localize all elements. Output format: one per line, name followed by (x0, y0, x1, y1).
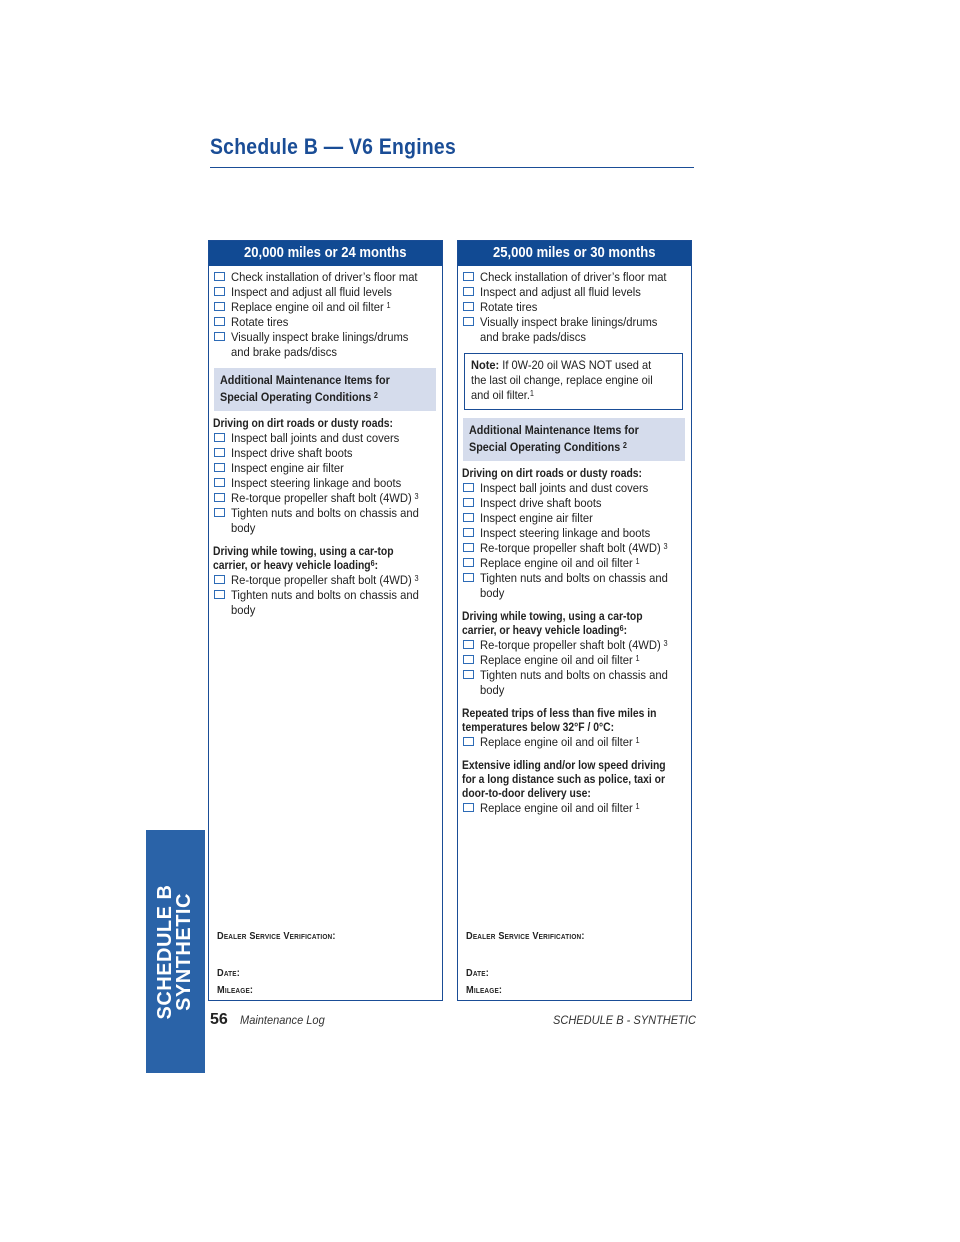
checklist-item-text: Check installation of driver’s floor mat (480, 270, 667, 284)
footnote-marker: 1 (635, 654, 640, 663)
checklist-item-text: Inspect steering linkage and boots (480, 526, 651, 540)
checklist-item (462, 638, 687, 653)
additional-items-heading: Additional Maintenance Items for Special Operating Conditions $^2$ (214, 368, 436, 411)
checklist-item (462, 526, 687, 541)
checkbox-icon[interactable] (463, 640, 474, 649)
condition-heading-towing: Driving while towing, using a car-top carrier, or heavy vehicle loading$^6$: (213, 546, 394, 572)
checklist-item-text: Visually inspect brake linings/drums and brake pads/discs (231, 330, 409, 359)
checkbox-icon[interactable] (214, 433, 225, 442)
checklist-item (213, 431, 438, 446)
checklist-item-text: Replace engine oil and oil filter (231, 300, 384, 314)
checklist-item (213, 573, 438, 588)
checklist-item (462, 496, 687, 511)
checklist-item-text: Re-torque propeller shaft bolt (4WD) (231, 491, 412, 505)
checkbox-icon[interactable] (214, 317, 225, 326)
checklist-item-text: Re-torque propeller shaft bolt (4WD) (480, 541, 661, 555)
checklist-item-text: Tighten nuts and bolts on chassis and body (480, 571, 668, 600)
checkbox-icon[interactable] (214, 332, 225, 341)
checklist-item-text: Check installation of driver’s floor mat (231, 270, 418, 284)
condition-heading-towing: Driving while towing, using a car-top carrier, or heavy vehicle loading$^6$: (462, 611, 643, 637)
checklist-item-text: Inspect engine air filter (480, 511, 593, 525)
checkbox-icon[interactable] (214, 590, 225, 599)
checkbox-icon[interactable] (214, 287, 225, 296)
checkbox-icon[interactable] (463, 287, 474, 296)
checklist-item (213, 300, 438, 315)
checkbox-icon[interactable] (463, 483, 474, 492)
checklist-item (213, 270, 438, 285)
footer-left-label: Maintenance Log (240, 1013, 325, 1027)
footnote-marker: 3 (414, 574, 419, 583)
checklist-item (462, 481, 687, 496)
checkbox-icon[interactable] (214, 508, 225, 517)
checklist-item (213, 330, 438, 360)
checklist-item-text: Replace engine oil and oil filter (480, 556, 633, 570)
mileage-label: Mileage: (217, 985, 254, 996)
checkbox-icon[interactable] (214, 302, 225, 311)
condition-heading-cold: Repeated trips of less than five miles in temperatures below 32°F / 0°C: (462, 708, 657, 734)
footnote-marker: 1 (386, 301, 391, 310)
checklist-item-text: Replace engine oil and oil filter (480, 653, 633, 667)
footnote-marker: 1 (635, 557, 640, 566)
checkbox-icon[interactable] (214, 478, 225, 487)
footnote-marker: 3 (663, 542, 668, 551)
checklist-item-text: Inspect and adjust all fluid levels (480, 285, 641, 299)
checklist-item-text: Inspect drive shaft boots (480, 496, 602, 510)
checklist-item (213, 315, 438, 330)
footnote-marker: 3 (663, 639, 668, 648)
checklist-item (213, 285, 438, 300)
checklist-item (213, 506, 438, 536)
checklist-item (462, 653, 687, 668)
checklist (462, 735, 687, 750)
checkbox-icon[interactable] (463, 737, 474, 746)
section-tab-label: SCHEDULE B SYNTHETIC (154, 884, 195, 1020)
checklist (213, 270, 438, 360)
checklist-item (213, 476, 438, 491)
checklist (213, 431, 438, 536)
checklist-item-text: Rotate tires (480, 300, 538, 314)
checklist-item-text: Replace engine oil and oil filter (480, 735, 633, 749)
checkbox-icon[interactable] (463, 528, 474, 537)
page-title: Schedule B — V6 Engines (210, 134, 456, 159)
checkbox-icon[interactable] (463, 302, 474, 311)
checkbox-icon[interactable] (463, 272, 474, 281)
checklist-item (462, 315, 687, 345)
checklist-item (462, 801, 687, 816)
checklist-item-text: Inspect drive shaft boots (231, 446, 353, 460)
footnote-marker: 1 (635, 736, 640, 745)
checkbox-icon[interactable] (214, 448, 225, 457)
checklist-item (462, 541, 687, 556)
checklist-item-text: Tighten nuts and bolts on chassis and body (231, 506, 419, 535)
checkbox-icon[interactable] (463, 543, 474, 552)
checklist-item-text: Inspect ball joints and dust covers (480, 481, 649, 495)
condition-heading-dirt: Driving on dirt roads or dusty roads: (213, 418, 393, 430)
checkbox-icon[interactable] (214, 272, 225, 281)
checklist-item-text: Tighten nuts and bolts on chassis and body (480, 668, 668, 697)
checkbox-icon[interactable] (463, 558, 474, 567)
checklist-item (213, 588, 438, 618)
footer-right-label: SCHEDULE B - SYNTHETIC (553, 1013, 696, 1027)
checklist-item (213, 446, 438, 461)
oil-note: Note: If 0W-20 oil WAS NOT used at the last oil change, replace engine oil and oil filter.$^1$ (464, 353, 683, 410)
additional-items-heading: Additional Maintenance Items for Special Operating Conditions $^2$ (463, 418, 685, 461)
date-label: Date: (217, 968, 241, 979)
checklist-item (462, 556, 687, 571)
checklist (462, 638, 687, 698)
checklist-item (462, 571, 687, 601)
condition-heading-idling: Extensive idling and/or low speed driving for a long distance such as police, taxi or door-to-door delivery use: (462, 760, 666, 800)
checkbox-icon[interactable] (463, 317, 474, 326)
interval-column-left (208, 240, 443, 1001)
interval-column-right (457, 240, 692, 1001)
footnote-marker: 3 (414, 492, 419, 501)
dealer-verification-label: Dealer Service Verification: (217, 931, 336, 942)
checklist (462, 801, 687, 816)
checklist-item-text: Re-torque propeller shaft bolt (4WD) (480, 638, 661, 652)
checklist-item-text: Inspect ball joints and dust covers (231, 431, 400, 445)
checkbox-icon[interactable] (463, 573, 474, 582)
interval-header: 20,000 miles or 24 months (209, 241, 442, 266)
checklist-item-text: Tighten nuts and bolts on chassis and body (231, 588, 419, 617)
dealer-verification-label: Dealer Service Verification: (466, 931, 585, 942)
footnote-marker: 1 (635, 802, 640, 811)
checklist-item-text: Inspect steering linkage and boots (231, 476, 402, 490)
checklist-item (462, 735, 687, 750)
checklist-item-text: Inspect and adjust all fluid levels (231, 285, 392, 299)
checkbox-icon[interactable] (463, 655, 474, 664)
checklist (462, 270, 687, 345)
checklist-item-text: Inspect engine air filter (231, 461, 344, 475)
mileage-label: Mileage: (466, 985, 503, 996)
checklist-item (213, 491, 438, 506)
checklist-item (462, 300, 687, 315)
checklist-item (462, 285, 687, 300)
checklist-item-text: Rotate tires (231, 315, 289, 329)
title-rule (210, 167, 694, 168)
checklist-item-text: Visually inspect brake linings/drums and brake pads/discs (480, 315, 658, 344)
checklist-item (462, 270, 687, 285)
checkbox-icon[interactable] (463, 803, 474, 812)
interval-header: 25,000 miles or 30 months (458, 241, 691, 266)
date-label: Date: (466, 968, 490, 979)
checklist-item-text: Re-torque propeller shaft bolt (4WD) (231, 573, 412, 587)
checkbox-icon[interactable] (463, 498, 474, 507)
checklist-item-text: Replace engine oil and oil filter (480, 801, 633, 815)
checklist (213, 573, 438, 618)
checkbox-icon[interactable] (463, 670, 474, 679)
checklist (462, 481, 687, 601)
page-number: 56 (210, 1011, 228, 1028)
checklist-item (213, 461, 438, 476)
condition-heading-dirt: Driving on dirt roads or dusty roads: (462, 468, 642, 480)
checkbox-icon[interactable] (214, 493, 225, 502)
checklist-item (462, 511, 687, 526)
checkbox-icon[interactable] (214, 463, 225, 472)
checklist-item (462, 668, 687, 698)
checkbox-icon[interactable] (214, 575, 225, 584)
checkbox-icon[interactable] (463, 513, 474, 522)
